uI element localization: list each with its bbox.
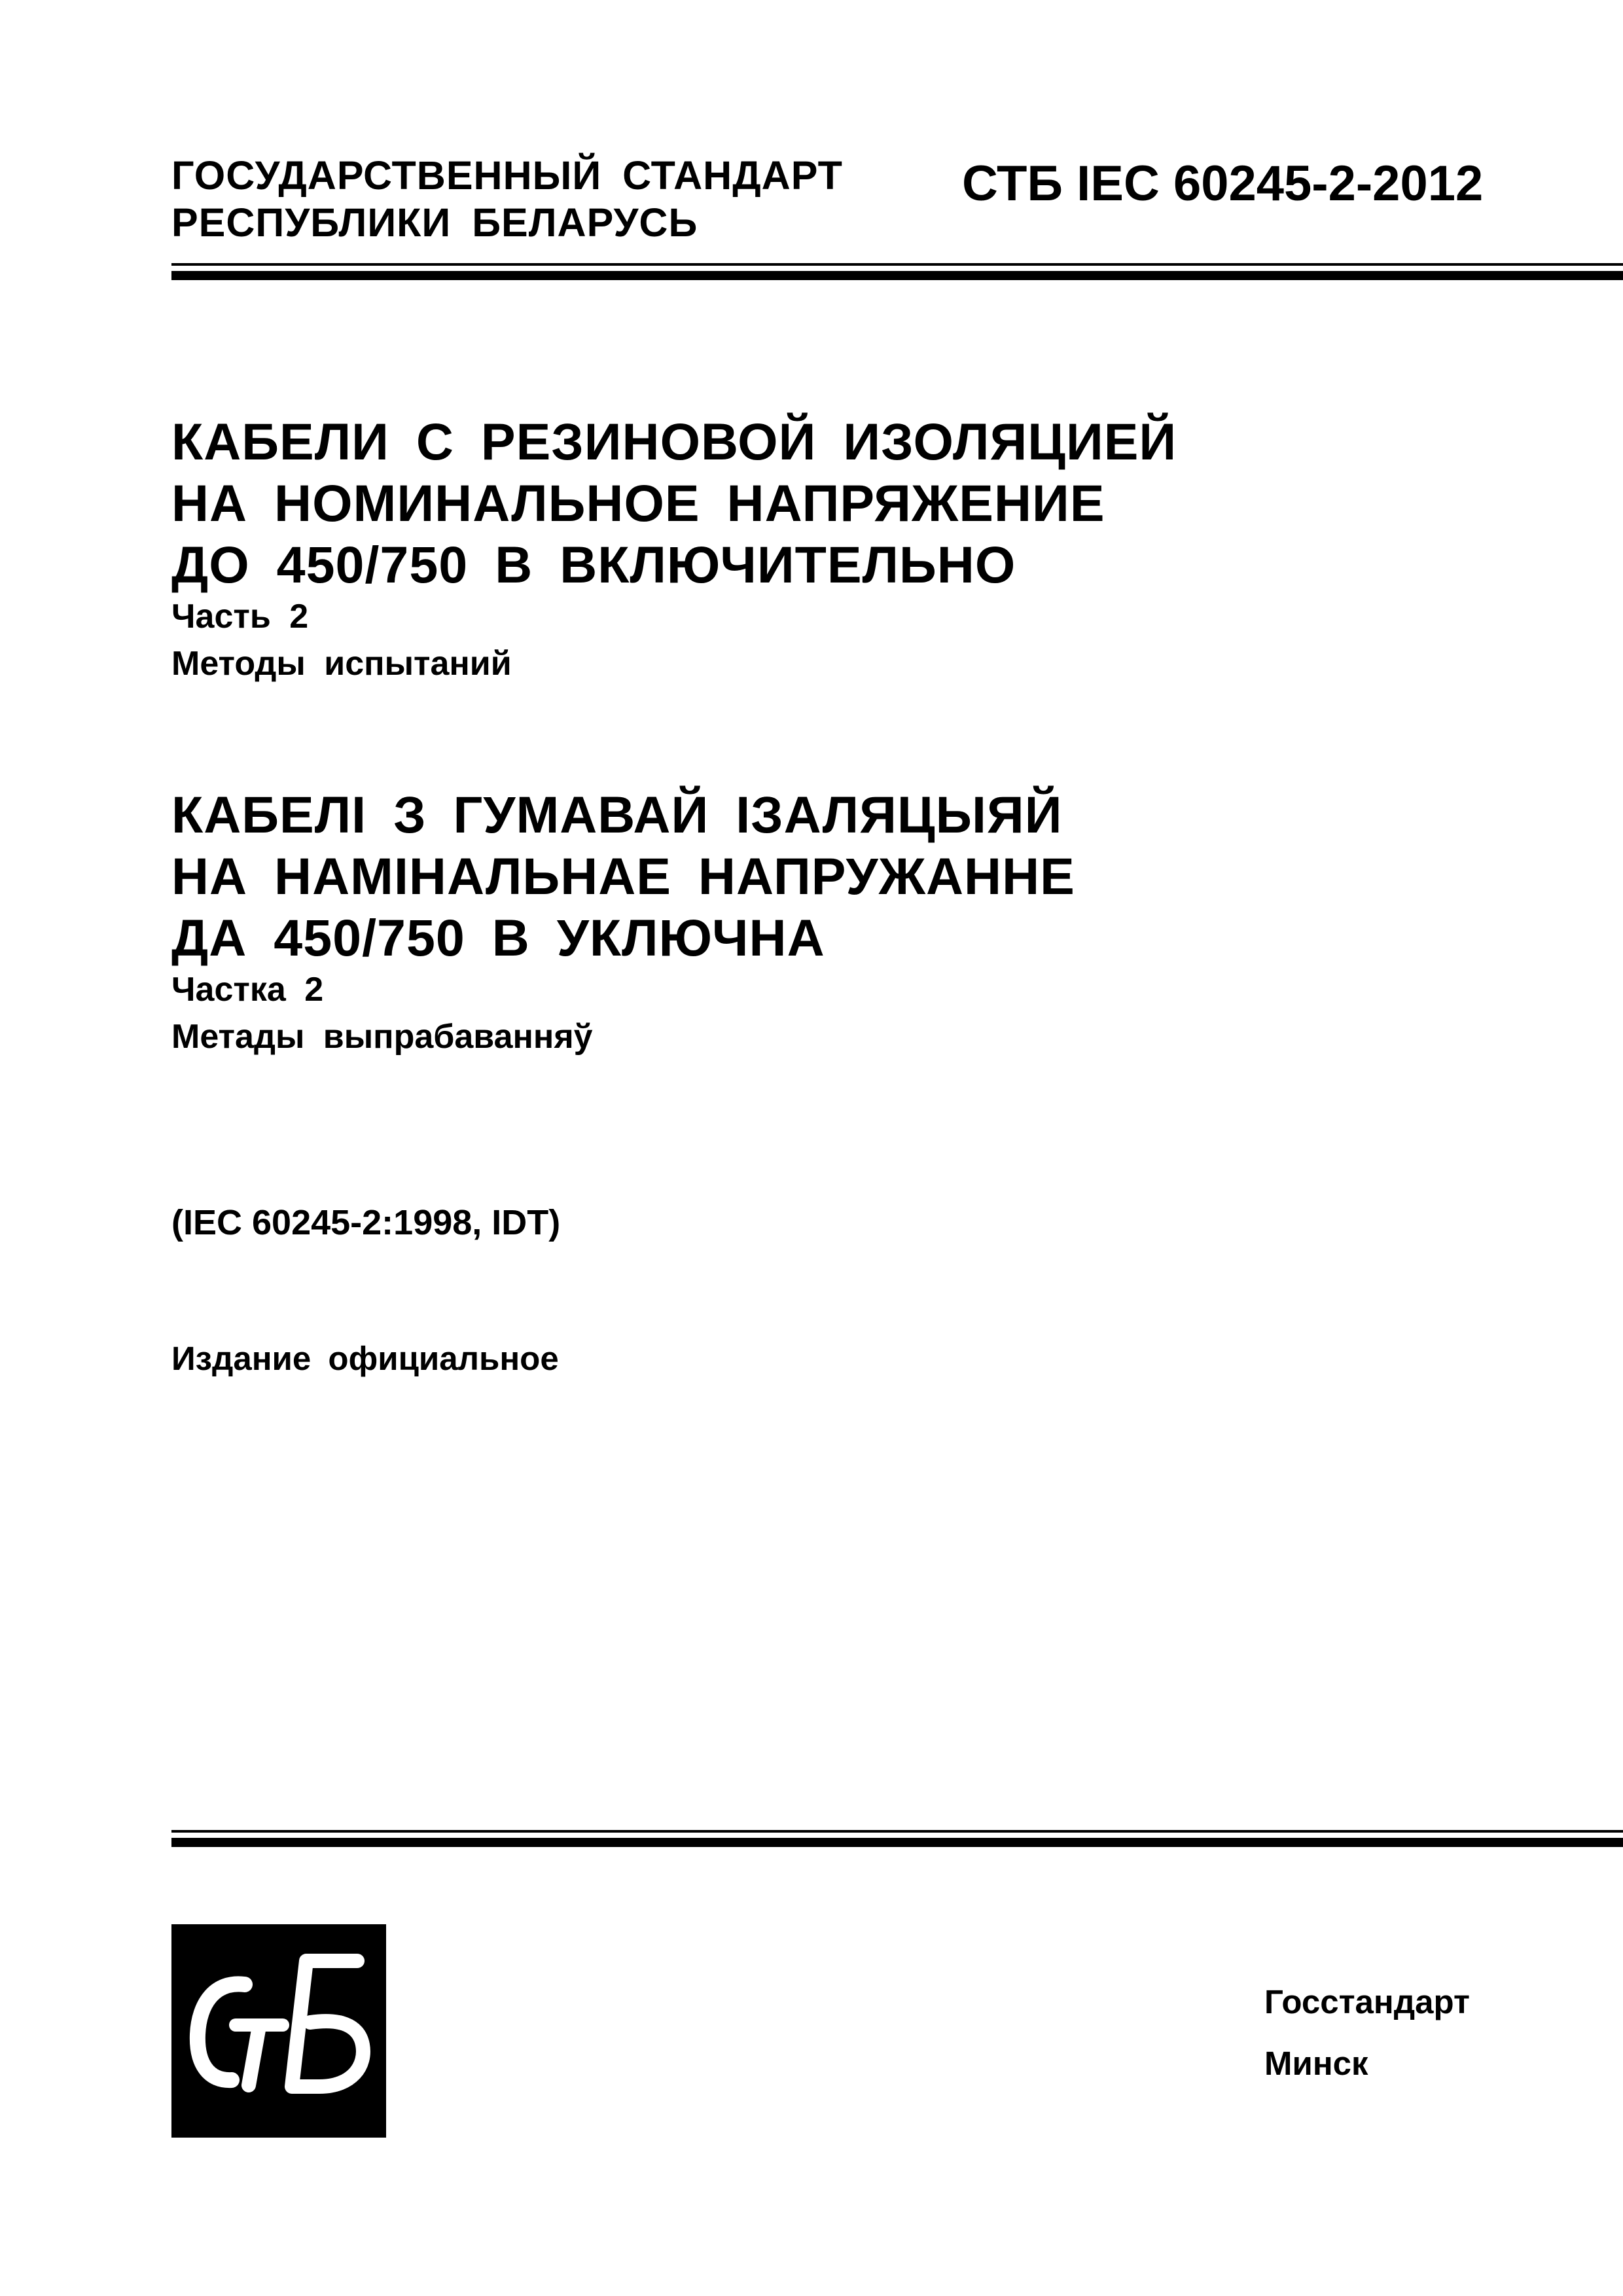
publisher-name: Госстандарт	[1264, 1983, 1470, 2020]
issuing-authority	[171, 152, 843, 246]
edition-note: Издание официальное	[171, 1340, 559, 1377]
title-russian-line2: НА НОМИНАЛЬНОЕ НАПРЯЖЕНИЕ	[171, 474, 1105, 532]
subtitle-russian-text: Методы испытаний	[171, 645, 512, 683]
title-belarusian-line2: НА НАМІНАЛЬНАЕ НАПРУЖАННЕ	[171, 847, 1075, 905]
stb-logo-icon	[171, 1924, 386, 2138]
issuing-authority-line1: ГОСУДАРСТВЕННЫЙ СТАНДАРТ	[171, 153, 843, 198]
title-russian-line3: ДО 450/750 В ВКЛЮЧИТЕЛЬНО	[171, 535, 1016, 594]
publisher-city: Минск	[1264, 2045, 1368, 2082]
header-rule-thick	[171, 271, 1623, 280]
title-belarusian	[171, 784, 1075, 969]
title-russian-line1: КАБЕЛИ С РЕЗИНОВОЙ ИЗОЛЯЦИЕЙ	[171, 412, 1177, 471]
subtitle-belarusian-text: Метады выпрабаванняў	[171, 1018, 593, 1056]
part-belarusian: Частка 2	[171, 971, 324, 1009]
title-belarusian-line3: ДА 450/750 В УКЛЮЧНА	[171, 908, 825, 967]
header-rule-thin	[171, 263, 1623, 266]
footer-rule-thin	[171, 1830, 1623, 1833]
international-reference: (IEC 60245-2:1998, IDT)	[171, 1203, 561, 1242]
subtitle-russian	[171, 593, 512, 687]
issuing-authority-line2: РЕСПУБЛИКИ БЕЛАРУСЬ	[171, 200, 698, 245]
standard-code: СТБ IEC 60245-2-2012	[962, 156, 1484, 211]
title-russian	[171, 411, 1177, 596]
title-belarusian-line1: КАБЕЛІ З ГУМАВАЙ ІЗАЛЯЦЫЯЙ	[171, 785, 1063, 844]
subtitle-belarusian	[171, 966, 593, 1060]
footer-rule-thick	[171, 1838, 1623, 1847]
part-russian: Часть 2	[171, 598, 309, 636]
publisher	[1264, 1981, 1470, 2104]
